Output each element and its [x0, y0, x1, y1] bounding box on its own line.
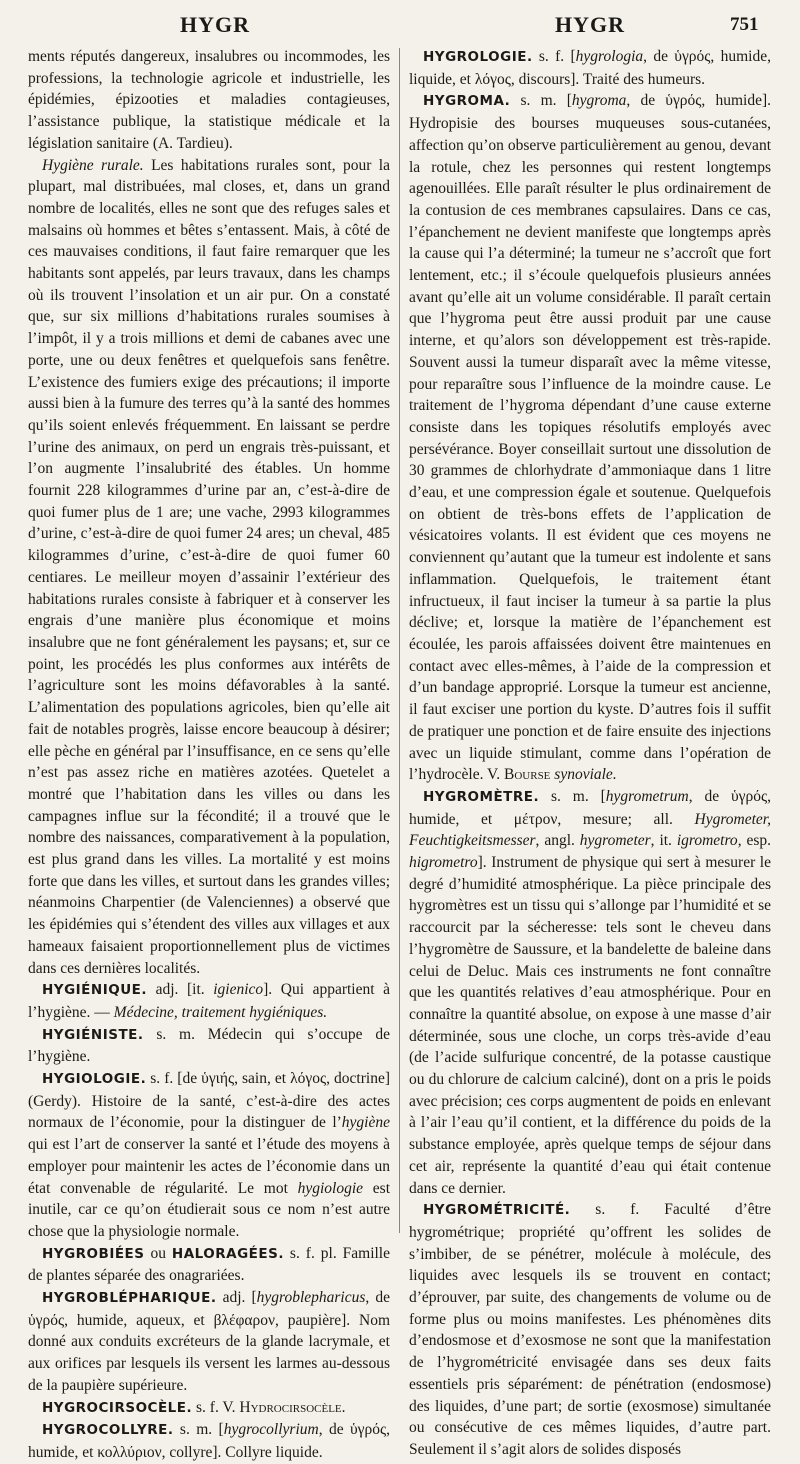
headword: HYGROMÈTRE.: [423, 788, 540, 805]
entry-text: s. f. [: [532, 48, 576, 65]
cross-reference-italic: synoviale.: [550, 766, 617, 784]
headword: HYGROCIRSOCÈLE.: [42, 1399, 193, 1416]
running-head-right: HYGR: [555, 12, 625, 37]
entry-italic: hygiologie: [297, 1179, 364, 1197]
entry-text: , angl.: [535, 832, 580, 850]
cross-reference: Bourse: [504, 766, 551, 784]
entry-text: s. f. V.: [192, 1398, 240, 1416]
entry-hygroma: [409, 90, 771, 786]
entry-text: , de ὑγρός, humide]. Hydropisie des bourses muqueuses sous-cutanées, affection qu’on observe particulièrement au genou, devant la rotule, chez les personnes qui restent longtemps agenouillées. Elle paraît résulter le plus ordinairement de la contusion de ces membranes capsulaires. Dans ce cas, l’épanchement ne devient manifeste que longtemps après la cause qui l’a déterminé; la tumeur ne s’accroît que fort lentement, etc.; il s’écoule quelquefois plusieurs années avant qu’elle ait un volume considérable. Il paraît certain que l’hygroma peut être aussi produit par une cause interne, et qu’alors son développement est très-rapide. Souvent aussi la tumeur disparaît avec la même vitesse, pour reparaître sous l’influence de la moindre cause. Le traitement de l’hygroma dépendant d’une cause externe consiste dans les topiques résolutifs employés avec persévérance. Boyer conseillait surtout une dissolution de 30 grammes de chlorhydrate d’ammoniaque dans 1 litre d’eau, et une compression égale et soutenue. Quelquefois on obtient de très-bons effets de l’application de vésicatoires volants. Il est évident que ces moyens ne conviennent qu’autant que la tumeur est indolente et sans inflammation. Quelquefois, le traitement étant infructueux, il faut inciser la tumeur à sa partie la plus déclive; et, lorsque la matière de l’épanchement est écoulée, les parois affaissées doivent être maintenues en contact avec elles-mêmes, à l’aide de la compression et d’un bandage approprié. Lorsque la tumeur est ancienne, il faut exciser une portion du kyste. D’autres fois il suffit de pratiquer une ponction et de faire ensuite des injections avec un liquide stimulant, comme dans l’opération de l’hydrocèle. V.: [409, 92, 772, 784]
entry-hygrobiees: [28, 1243, 390, 1287]
entry-hygrocollyre: [28, 1419, 390, 1463]
headword: HYGIOLOGIE.: [42, 1071, 147, 1088]
entry-hygieniste: [28, 1024, 390, 1068]
paragraph-hygiene-continued: ments réputés dangereux, insalubres ou incommodes, les professions, la technologie agricole et industrielle, les épidémies, épizooties et maladies contagieuses, l’assistance publique, la statistique médicale et la législation sanitaire (A. Tardieu).: [28, 48, 390, 152]
entry-italic: hygiène: [341, 1114, 390, 1132]
headword: HYGROBLÉPHARIQUE.: [42, 1290, 217, 1307]
subheading-hygiene-rurale: Hygiène rurale.: [42, 156, 144, 174]
entry-text: , de ὑγρός, humide, et κολλύριον, collyre]. Collyre liquide.: [28, 1421, 390, 1461]
entry-text: s. m. Médecin qui s’occupe de l’hygiène.: [28, 1025, 390, 1066]
entry-italic: igrometro: [676, 832, 738, 850]
entry-hygrologie: [409, 46, 771, 90]
left-column: [28, 46, 391, 1461]
entry-text: qui est l’art de conserver la santé et l’étude des moyens à employer pour maintenir les actes de l’économie dans un état convenable de régularité. Le mot: [28, 1136, 390, 1197]
entry-italic: hygrocollyrium: [223, 1421, 319, 1439]
entry-italic: hygroblepharicus: [256, 1289, 366, 1307]
column-divider: [399, 48, 400, 1233]
entry-text: est inutile, car ce qu’on étudierait sous ce nom n’est autre chose que la physiologie normale.: [28, 1179, 391, 1240]
page-number: 751: [730, 14, 759, 35]
entry-italic: hygrologia: [575, 48, 644, 65]
entry-text: ]. Qui appartient à l’hygiène. —: [28, 981, 390, 1021]
paragraph-hygiene-rurale: [28, 155, 390, 980]
entry-text: adj. [: [216, 1289, 257, 1307]
entry-text: adj. [it.: [147, 981, 214, 999]
entry-italic: igienico: [213, 981, 264, 999]
entry-text: , de ὑγρός, humide, et μέτρον, mesure; all.: [409, 787, 771, 828]
entry-hygrometricite: [409, 1199, 771, 1460]
headword: HYGIÉNISTE.: [42, 1026, 144, 1043]
entry-italic: Médecine, traitement hygiéniques.: [113, 1003, 328, 1021]
headword: HYGROBIÉES: [42, 1245, 145, 1262]
paragraph-text: Les habitations rurales sont, pour la plupart, mal distribuées, mal closes, et, dans un grand nombre de localités, elles ne sont que des refuges sales et malsains où hommes et bêtes s’entassent. Mais, à côté de ces mauvaises conditions, il faut faire remarquer que les habitants sont appelés, par leurs travaux, dans les champs où ils trouvent l’insolation et un air pur. On a constaté que, sur six millions d’habitations rurales soumises à l’impôt, il y a trois millions et demi de cabanes avec une porte, une ou deux fenêtres et quelquefois sans fenêtre. L’existence des fumiers exige des précautions; il importe aussi bien à la fumure des terres qu’à la santé des hommes qu’ils soient enlevés fréquemment. En laissant se perdre l’urine des animaux, on perd un engrais très-puissant, et l’on augmente l’insalubrité des étables. Un homme fournit 228 kilogrammes d’urine par an, c’est-à-dire de quoi fumer plus de 1 are; une vache, 2993 kilogrammes d’urine, c’est-à-dire de quoi fumer 24 ares; un cheval, 485 kilogrammes d’urine, c’est-à-dire de quoi fumer 60 centiares. Le meilleur moyen d’assainir l’extérieur des habitations rurales consiste à fabriquer et à conserver les engrais d’une manière plus économique et moins insalubre que ne font généralement les paysans; et, sur ce point, les procédés les plus conformes aux intérêts de l’agriculture sont les moins défavorables à la santé. L’alimentation des populations agricoles, bien qu’elle ait fait de notables progrès, laisse encore beaucoup à désirer; elle pèche en général par l’insuffisance, en ce sens qu’elle n’est pas assez riche en matières azotées. Quetelet a montré que l’habitation dans les villes ou dans les campagnes influe sur la fécondité; il a trouvé que le nombre des naissances, comparativement à la population, est plus grand dans les villes. La mortalité y est moins forte que dans les villes, et surtout dans les grandes villes; néanmoins Charpentier (de Valenciennes) a observé que les épidémies qui s’étendent des villes aux villages et aux hameaux faisaient proportionnellement plus de victimes dans ces dernières localités.: [28, 156, 390, 977]
entry-text: s. m. [: [539, 787, 606, 805]
entry-text: s. f. [de ὑγιής, sain, et λόγος, doctrine] (Gerdy). Histoire de la santé, c’est-à-dire des actes normaux de l’économie, pour la distinguer de l’: [28, 1070, 390, 1132]
running-head: [0, 6, 800, 46]
entry-italic: hygroma: [571, 92, 627, 110]
entry-text: , de ὑγρός, humide, liquide, et λόγος, discours]. Traité des humeurs.: [409, 48, 771, 88]
entry-text: , esp.: [737, 832, 771, 850]
entry-italic: higrometro: [409, 854, 478, 872]
entry-text: s. m. [: [173, 1421, 224, 1439]
right-column: [409, 46, 772, 1458]
entry-text: , de ὑγρός, humide, aqueux, et βλέφαρον, paupière]. Nom donné aux conduits excréteurs de la glande lacrymale, et aux orifices par lesquels ils versent les larmes au-dessous de la paupière supérieure.: [28, 1289, 390, 1394]
running-head-left: HYGR: [180, 12, 250, 37]
headword: HYGROMÉTRICITÉ.: [423, 1202, 571, 1219]
headword: HALORAGÉES.: [171, 1245, 284, 1262]
cross-reference: Hydrocirsocèle.: [239, 1398, 346, 1416]
entry-text: s. m. [: [510, 92, 572, 110]
headword: HYGROCOLLYRE.: [42, 1422, 174, 1439]
headword: HYGROLOGIE.: [423, 49, 533, 65]
entry-hygrocirsocele: [28, 1397, 390, 1420]
entry-text: , it.: [650, 832, 677, 850]
entry-hygiologie: [28, 1068, 390, 1243]
entry-text: ou: [144, 1244, 172, 1262]
headword: HYGROMA.: [423, 93, 511, 110]
entry-text: ]. Instrument de physique qui sert à mesurer le degré d’humidité atmosphérique. La pièce principale des hygromètres est un tissu qui s’allonge par l’humidité et se raccourcit par la sécheresse: tels sont le cheveu dans l’hygromètre de Saussure, et la bandelette de baleine dans celui de Deluc. Mais ces instruments ne font connaître que les quantités relatives d’eau atmosphérique. Pour en connaître la quantité absolue, on expose à une masse d’air déterminée, sous une cloche, un corps très-avide d’eau (de l’acide sulfurique concentré, de la potasse caustique ou du chlorure de calcium calciné), dont on a pris le poids avec précision; ces corps augmentent de poids en enlevant à l’air l’eau qu’il contient, et la différence du poids de la substance employée, après quelque temps de séjour dans cet air, représente la quantité d’eau qui était contenue dans ce dernier.: [409, 854, 771, 1197]
entry-italic: Hygrometer, Feuchtigkeitsmesser: [409, 810, 771, 850]
headword: HYGIÉNIQUE.: [42, 982, 148, 999]
entry-text: s. f. pl. Famille de plantes séparée des onagrariées.: [28, 1244, 390, 1285]
entry-hygroblepharique: [28, 1287, 390, 1397]
entry-hygrometre: [409, 786, 771, 1199]
entry-hygienique: [28, 979, 390, 1023]
entry-text: s. f. Faculté d’être hygrométrique; propriété qu’offrent les solides de s’imbiber, de se pénétrer, molécule à molécule, des liquides avec lesquels ils se trouvent en contact; d’éprouver, par suite, des changements de volume ou de forme plus ou moins manifestes. Les phénomènes dits d’endosmose et d’exosmose ne sont que la manifestation de l’hygrométricité envisagée dans ses deux faits essentiels pris séparément: de pénétration (endosmose) des liquides, d’une part; de sortie (exosmose) simultanée ou consécutive de ces mêmes liquides, d’autre part. Seulement il s’agit alors de solides disposés: [409, 1201, 771, 1458]
entry-italic: hygrometrum: [605, 787, 689, 805]
entry-italic: hygrometer: [579, 832, 651, 850]
